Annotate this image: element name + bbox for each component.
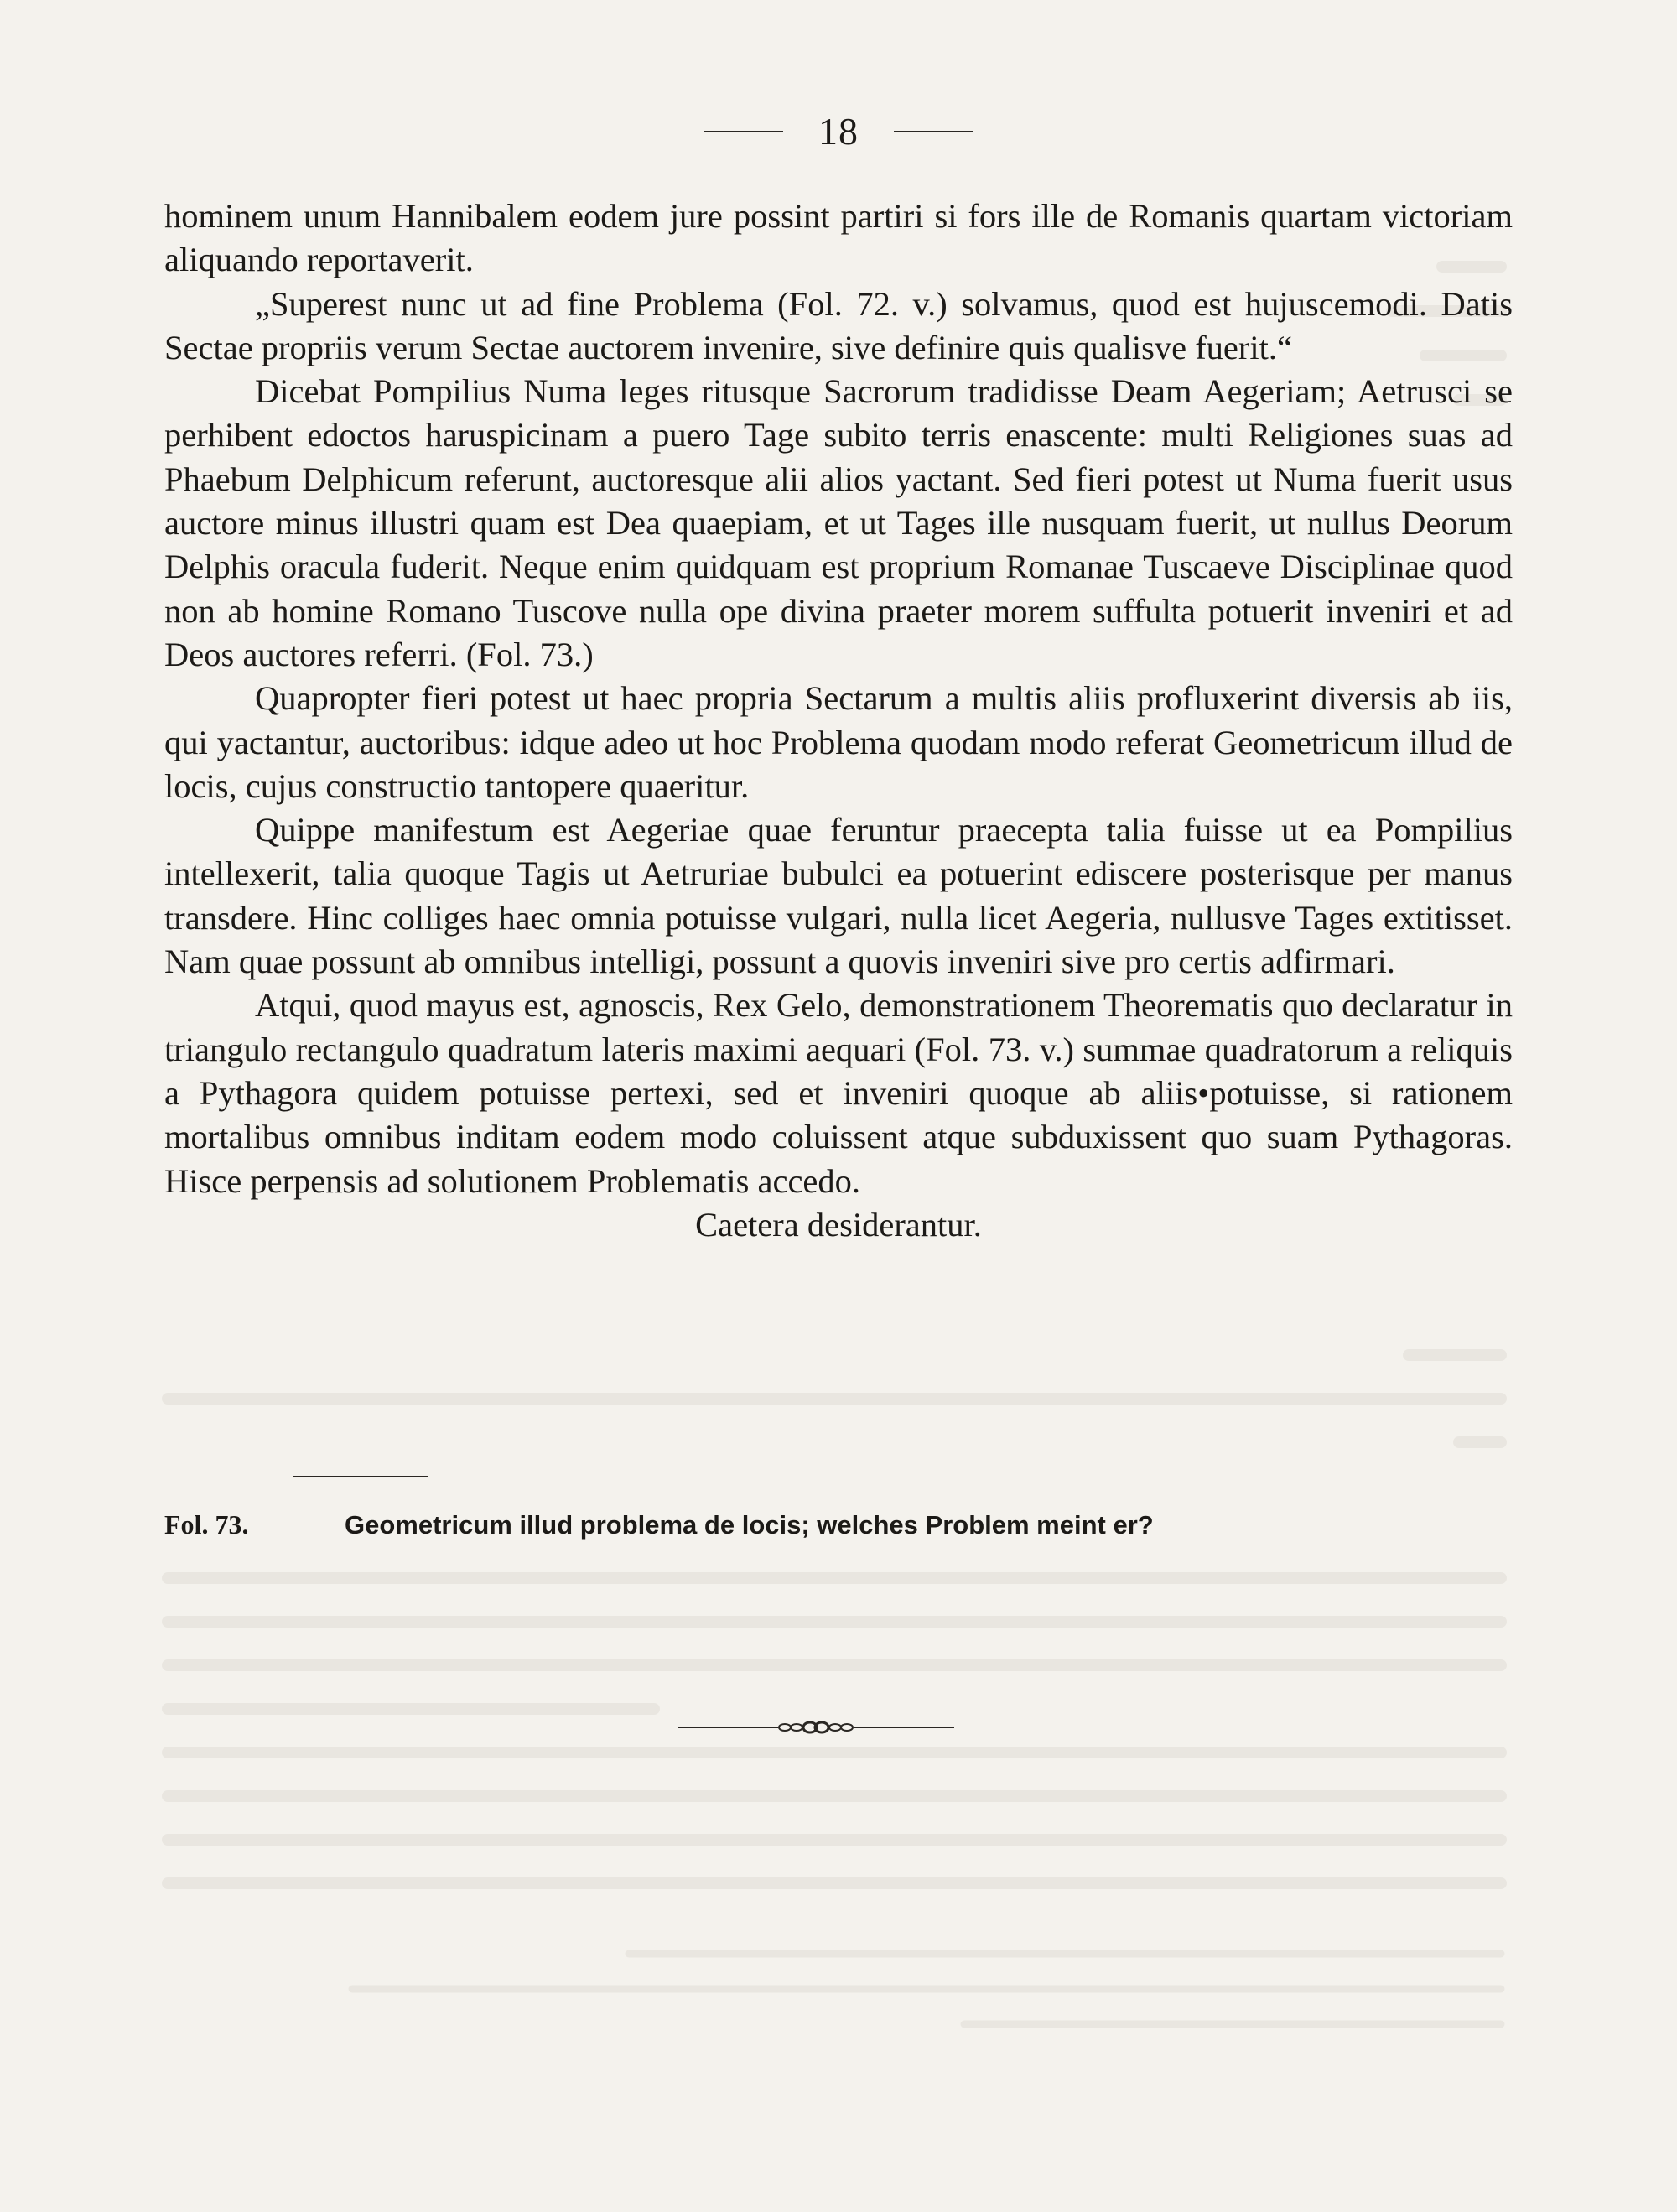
paragraph-3: Dicebat Pompilius Numa leges ritusque Sacrorum tradidisse Deam Aegeriam; Aetrusci se perhibent edoctos haruspicinam a puero Tage subito terris enascente: multi Religiones suas ad Phaebum Delphicum referunt, auctoresque alii alios yactant. Sed fieri potest ut Numa fuerit usus auctore minus illustri quam est Dea quaepiam, et ut Tages ille nusquam fuerit, ut nullus Deorum Delphis oracula fuderit. Neque enim quidquam est proprium Romanae Tuscaeve Disciplinae quod non ab homine Romano Tuscove nulla ope divina praeter morem suffulta potuerit inveniri et ad Deos auctores referri. (Fol. 73.) [164, 372, 1513, 673]
footnote [164, 1506, 1513, 1544]
paragraph-5: Quippe manifestum est Aegeriae quae feruntur praecepta talia fuisse ut ea Pompilius intellexerit, talia quoque Tagis ut Aetruriae bubulci ea potuerint ediscere posterisque per manus transdere. Hinc colliges haec omnia potuisse vulgari, nulla licet Aegeria, nullusve Tages extitisset. Nam quae possunt ab omnibus intelligi, possunt a quovis inveniri sive pro certis adfirmari. [164, 811, 1513, 981]
paragraph-2: „Superest nunc ut ad fine Problema (Fol. 72. v.) solvamus, quod est hujuscemodi. Datis Sectae propriis verum Sectae auctorem invenire, sive definire quis qualisve fuerit.“ [164, 284, 1513, 366]
paragraph-1: hominem unum Hannibalem eodem jure possint partiri si fors ille de Romanis quartam victoriam aliquando reportaverit. [164, 197, 1513, 279]
footnote-ref: Fol. 73. [164, 1509, 249, 1540]
footnote-text: Geometricum illud problema de locis; welches Problem meint er? [345, 1510, 1154, 1540]
paragraph-6: Atqui, quod mayus est, agnoscis, Rex Gelo, demonstrationem Theorematis quo declaratur in triangulo rectangulo quadratum lateris maximi aequari (Fol. 73. v.) summae quadratorum a reliquis a Pythagora quidem potuisse pertexi, sed et inveniri quoque ab aliis•potuisse, si rationem mortalibus omnibus inditam eodem modo coluissent atque subduxissent quo suam Pythagoras. Hisce perpensis ad solutionem Problematis accedo. [164, 986, 1513, 1200]
footnote-rule [293, 1476, 428, 1477]
header-rule-left [704, 131, 783, 132]
closing-note: Caetera desiderantur. [695, 1205, 982, 1244]
ornament-divider [678, 1717, 954, 1737]
page-number: 18 [818, 110, 859, 153]
body-text [164, 195, 1513, 1247]
page-header [0, 109, 1677, 159]
paragraph-4: Quapropter fieri potest ut haec propria Sectarum a multis aliis profluxerint diversis ab iis, qui yactantur, auctoribus: idque adeo ut hoc Problema quodam modo referat Geometricum illud de locis, cujus constructio tantopere quaeritur. [164, 679, 1513, 805]
header-rule-right [894, 131, 973, 132]
